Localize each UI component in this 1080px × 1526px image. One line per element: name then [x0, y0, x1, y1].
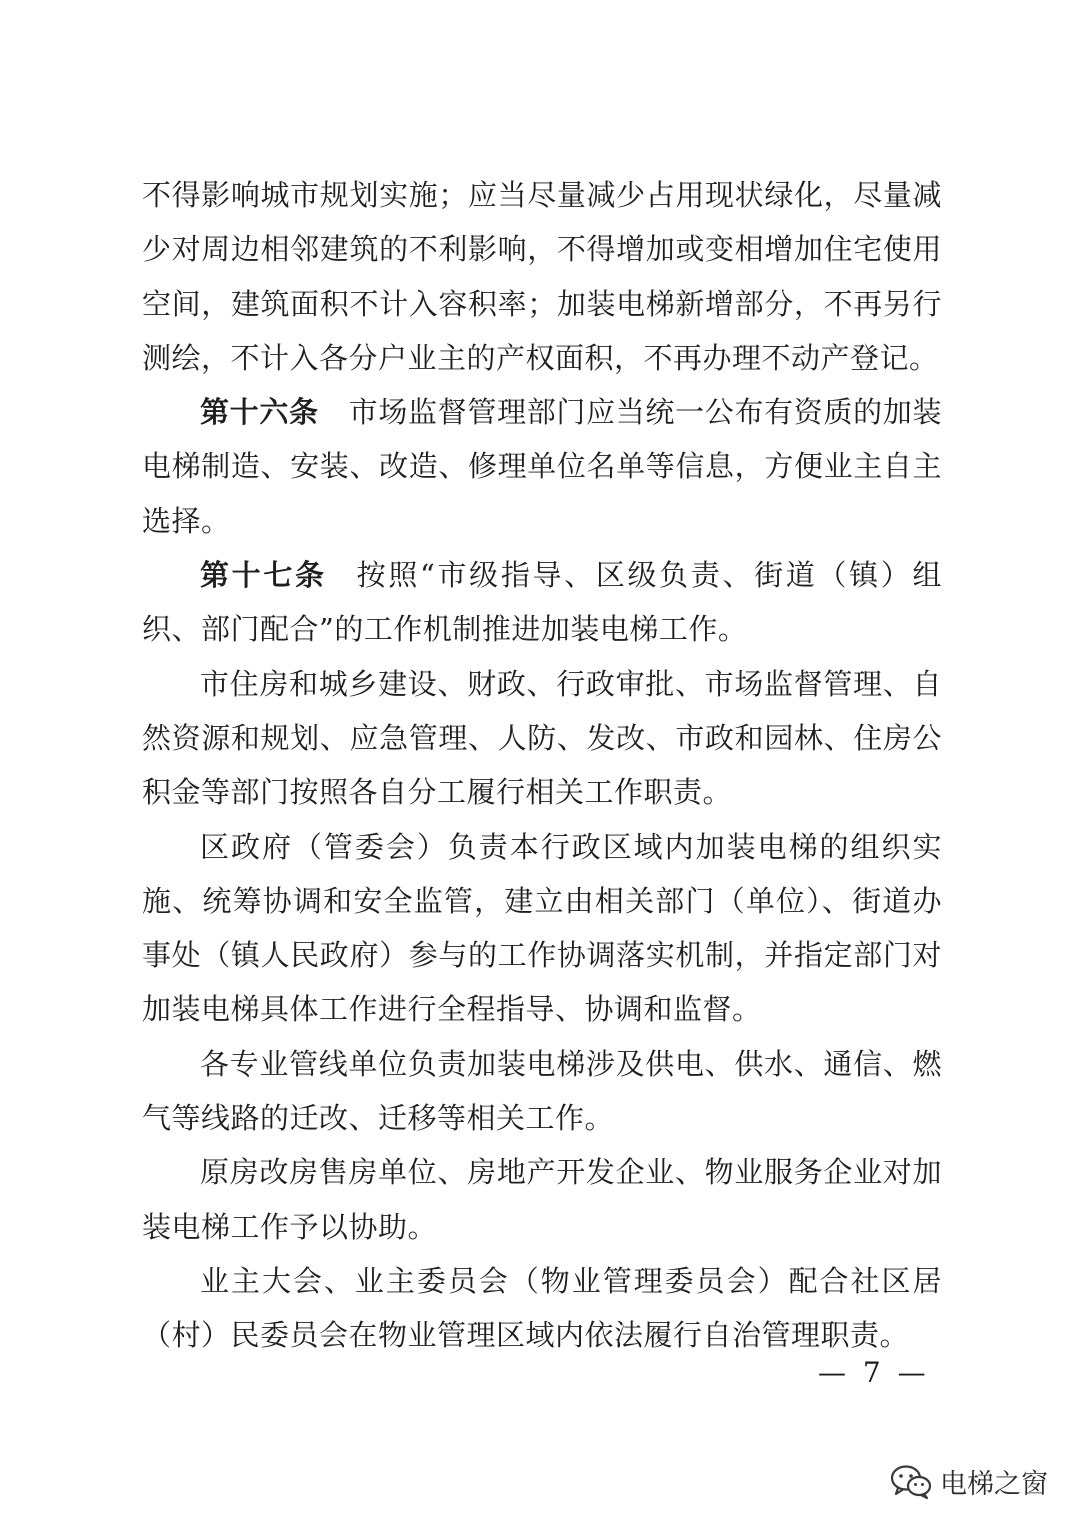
paragraph-article-16 — [142, 385, 942, 548]
article-17-text: 按照“市级指导、区级负责、街道（镇）组织、部门配合”的工作机制推进加装电梯工作。 — [142, 558, 942, 647]
paragraph-city-departments: 市住房和城乡建设、财政、行政审批、市场监督管理、自然资源和规划、应急管理、人防、发改、市政和园林、住房公积金等部门按照各自分工履行相关工作职责。 — [142, 666, 942, 810]
paragraph-district-government: 区政府（管委会）负责本行政区域内加装电梯的组织实施、统筹协调和安全监管，建立由相关部门（单位）、街道办事处（镇人民政府）参与的工作协调落实机制，并指定部门对加装电梯具体工作进行全程指导、协调和监督。 — [142, 829, 942, 1027]
paragraph-housing-units: 原房改房售房单位、房地产开发企业、物业服务企业对加装电梯工作予以协助。 — [142, 1155, 942, 1244]
wechat-icon — [890, 1464, 932, 1500]
article-16-text: 市场监督管理部门应当统一公布有资质的加装电梯制造、安装、改造、修理单位名单等信息，方便业主自主选择。 — [142, 395, 942, 538]
watermark — [890, 1462, 1048, 1501]
watermark-label: 电梯之窗 — [940, 1469, 1048, 1500]
paragraph-owners-assembly: 业主大会、业主委员会（物业管理委员会）配合社区居（村）民委员会在物业管理区域内依法履行自治管理职责。 — [142, 1263, 942, 1353]
paragraph-pipeline-units: 各专业管线单位负责加装电梯涉及供电、供水、通信、燃气等线路的迁改、迁移等相关工作。 — [142, 1046, 942, 1136]
article-17-title: 第十七条 — [200, 558, 327, 593]
paragraph-continuation: 不得影响城市规划实施；应当尽量减少占用现状绿化，尽量减少对周边相邻建筑的不利影响，不得增加或变相增加住宅使用空间，建筑面积不计入容积率；加装电梯新增部分，不再另行测绘，不计入各分户业主的产权面积，不再办理不动产登记。 — [142, 178, 942, 375]
paragraph-article-17 — [142, 548, 942, 657]
page-number: — 7 — — [818, 1356, 930, 1389]
article-16-title: 第十六条 — [200, 395, 319, 430]
document-body — [142, 168, 942, 1363]
